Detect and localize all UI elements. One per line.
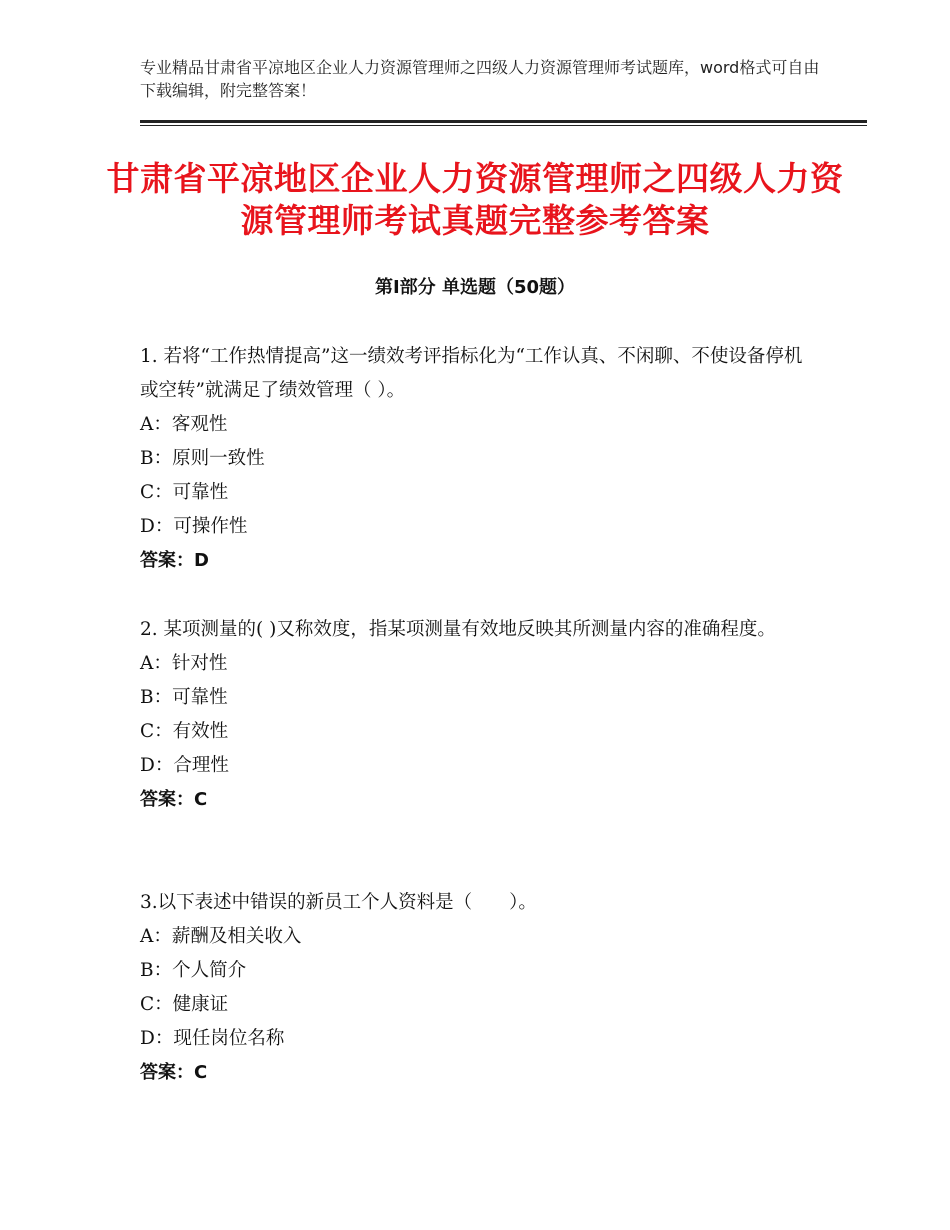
option-b: B：原则一致性 xyxy=(140,448,265,469)
question-3 xyxy=(140,886,820,1090)
option-c: C：有效性 xyxy=(140,721,229,742)
answer: 答案：C xyxy=(140,1062,208,1083)
option-c: C：可靠性 xyxy=(140,482,229,503)
header-rule-thick xyxy=(140,120,867,123)
question-stem: 2. 某项测量的( )又称效度，指某项测量有效地反映其所测量内容的准确程度。 xyxy=(140,619,776,640)
header-note: 专业精品甘肃省平凉地区企业人力资源管理师之四级人力资源管理师考试题库，word格式可自由下载编辑，附完整答案！ xyxy=(140,58,820,100)
question-stem: 3.以下表述中错误的新员工个人资料是（ ）。 xyxy=(140,892,537,913)
option-b: B：可靠性 xyxy=(140,687,228,708)
question-stem: 1. 若将“工作热情提高”这一绩效考评指标化为“工作认真、不闲聊、不使设备停机或空转”就满足了绩效管理（ ）。 xyxy=(140,346,803,401)
option-a: A：客观性 xyxy=(140,414,228,435)
document-title: 甘肃省平凉地区企业人力资源管理师之四级人力资源管理师考试真题完整参考答案 xyxy=(106,159,844,240)
question-2 xyxy=(140,613,820,817)
option-d: D：合理性 xyxy=(140,755,229,776)
option-a: A：薪酬及相关收入 xyxy=(140,926,302,947)
section-heading: 第Ⅰ部分 单选题（50题） xyxy=(374,277,575,298)
question-1 xyxy=(140,340,820,578)
option-c: C：健康证 xyxy=(140,994,229,1015)
answer: 答案：D xyxy=(140,550,209,571)
option-a: A：针对性 xyxy=(140,653,228,674)
option-b: B：个人简介 xyxy=(140,960,247,981)
answer: 答案：C xyxy=(140,789,208,810)
header-rule-thin xyxy=(140,125,867,126)
option-d: D：现任岗位名称 xyxy=(140,1028,285,1049)
option-d: D：可操作性 xyxy=(140,516,248,537)
